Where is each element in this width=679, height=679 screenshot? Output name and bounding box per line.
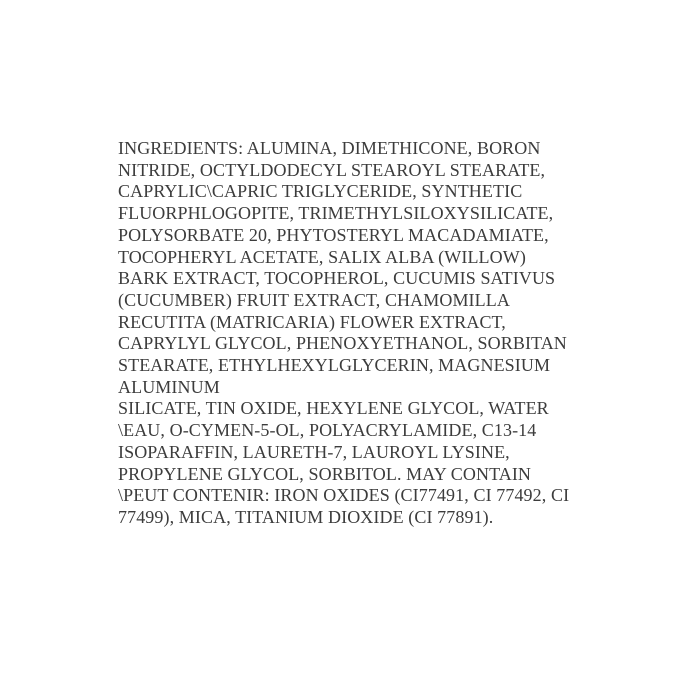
ingredients-line: (CUCUMBER) FRUIT EXTRACT, CHAMOMILLA — [118, 289, 510, 310]
ingredients-line: INGREDIENTS: ALUMINA, DIMETHICONE, BORON — [118, 138, 541, 158]
ingredients-line: \PEUT CONTENIR: IRON OXIDES (CI77491, CI 77492, CI — [118, 485, 570, 506]
ingredients-line: BARK EXTRACT, TOCOPHEROL, CUCUMIS SATIVUS — [118, 268, 556, 289]
ingredients-line: SILICATE, TIN OXIDE, HEXYLENE GLYCOL, WATER — [118, 398, 549, 419]
ingredients-line: ALUMINUM — [118, 376, 220, 397]
ingredients-line: PROPYLENE GLYCOL, SORBITOL. MAY CONTAIN — [118, 463, 532, 484]
ingredients-text-block — [118, 138, 570, 529]
ingredients-line: 77499), MICA, TITANIUM DIOXIDE (CI 77891). — [118, 506, 494, 527]
ingredients-line: CAPRYLIC\CAPRIC TRIGLYCERIDE, SYNTHETIC — [118, 181, 523, 202]
ingredients-line: TOCOPHERYL ACETATE, SALIX ALBA (WILLOW) — [118, 246, 526, 267]
ingredients-line: FLUORPHLOGOPITE, TRIMETHYLSILOXYSILICATE, — [118, 203, 554, 224]
ingredients-line: NITRIDE, OCTYLDODECYL STEAROYL STEARATE, — [118, 159, 546, 180]
ingredients-line: ISOPARAFFIN, LAURETH-7, LAUROYL LYSINE, — [118, 441, 510, 462]
ingredients-line: \EAU, O-CYMEN-5-OL, POLYACRYLAMIDE, C13-14 — [118, 420, 537, 441]
ingredients-line: POLYSORBATE 20, PHYTOSTERYL MACADAMIATE, — [118, 224, 549, 245]
ingredients-line: CAPRYLYL GLYCOL, PHENOXYETHANOL, SORBITAN — [118, 333, 567, 354]
ingredients-line: RECUTITA (MATRICARIA) FLOWER EXTRACT, — [118, 311, 506, 332]
ingredients-line: STEARATE, ETHYLHEXYLGLYCERIN, MAGNESIUM — [118, 355, 551, 376]
